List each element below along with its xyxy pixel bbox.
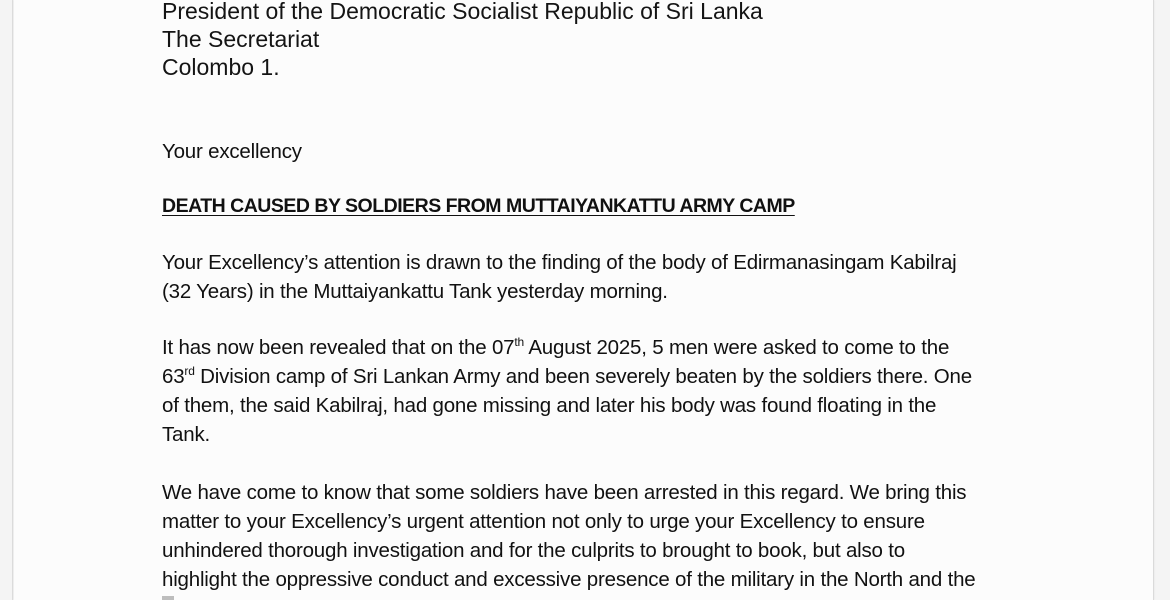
paragraph-3-line-1: We have come to know that some soldiers have been arrested in this regard. We bring this: [162, 481, 967, 504]
address-line-1: President of the Democratic Socialist Republic of Sri Lanka: [162, 0, 763, 24]
ordinal-suffix-rd: rd: [184, 364, 195, 378]
letter-subject: DEATH CAUSED BY SOLDIERS FROM MUTTAIYANKATTU ARMY CAMP: [162, 195, 795, 217]
paragraph-2-line-3: of them, the said Kabilraj, had gone missing and later his body was found floating in the: [162, 394, 937, 417]
paragraph-2-line-2-end: Division camp of Sri Lankan Army and been severely beaten by the soldiers there. One: [194, 365, 972, 388]
paragraph-3: [162, 478, 1002, 594]
paragraph-2-line-2-start: 63: [162, 365, 185, 388]
paragraph-2-line-1-end: August 2025, 5 men were asked to come to the: [523, 336, 950, 359]
page-shadow-right: [1153, 0, 1154, 600]
ordinal-suffix-th: th: [514, 335, 524, 349]
paragraph-1-line-1: Your Excellency’s attention is drawn to the finding of the body of Edirmanasingam Kabilraj: [162, 251, 957, 274]
page-shadow-left: [12, 0, 13, 600]
paragraph-3-line-3: unhindered thorough investigation and for the culprits to brought to book, but also to: [162, 539, 905, 562]
paragraph-2-line-4: Tank.: [162, 423, 210, 446]
paragraph-2: [162, 333, 1002, 449]
paragraph-3-line-2: matter to your Excellency’s urgent attention not only to urge your Excellency to ensure: [162, 510, 925, 533]
paragraph-2-line-1-start: It has now been revealed that on the 07: [162, 336, 515, 359]
address-line-3: Colombo 1.: [162, 54, 280, 80]
address-line-2: The Secretariat: [162, 26, 320, 52]
paragraph-1: [162, 248, 1002, 306]
cut-off-next-line: [162, 596, 174, 600]
paragraph-1-line-2: (32 Years) in the Muttaiyankattu Tank yesterday morning.: [162, 280, 668, 303]
salutation: Your excellency: [162, 140, 302, 163]
paragraph-2-line-2: [162, 362, 1002, 391]
paragraph-2-line-1: [162, 333, 1002, 362]
paragraph-3-line-4: highlight the oppressive conduct and excessive presence of the military in the North and the: [162, 568, 976, 591]
